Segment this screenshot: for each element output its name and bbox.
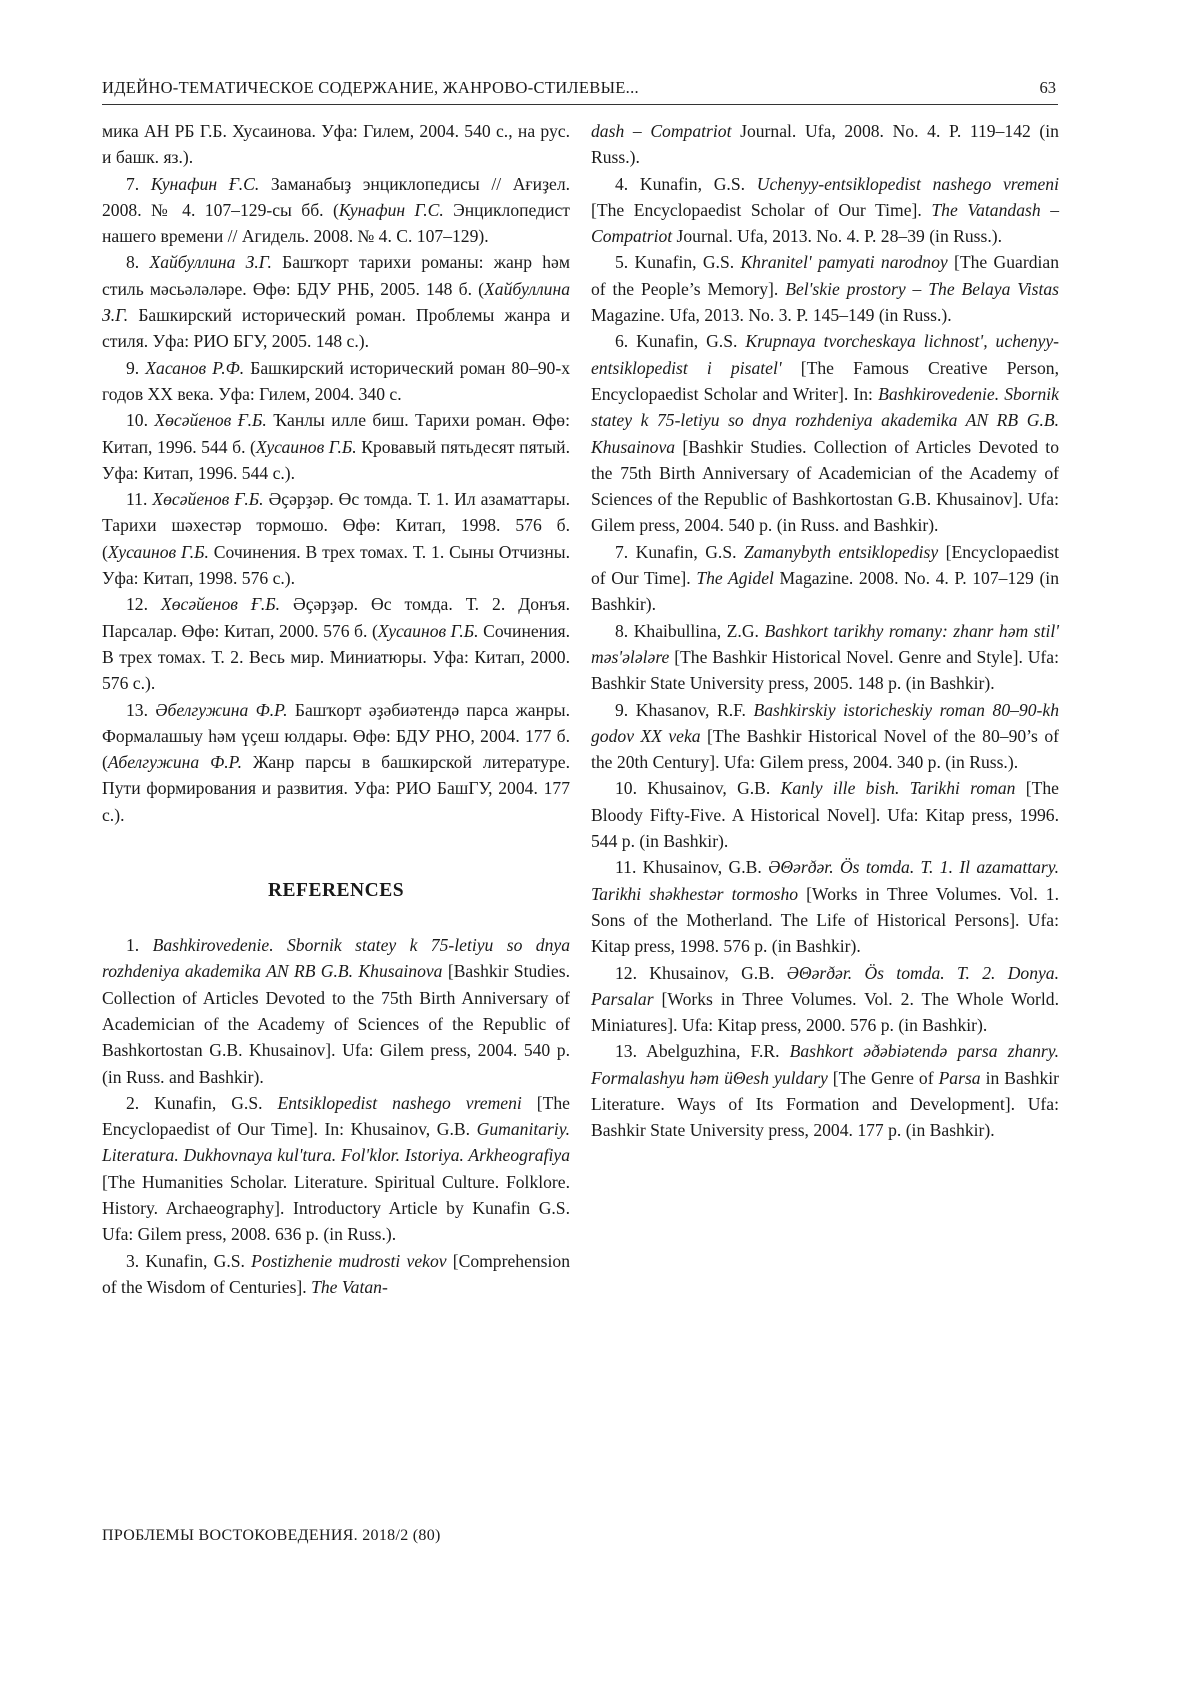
reference-title-italic: Zamanybyth entsiklopedisy <box>744 541 939 562</box>
reference-entry <box>102 355 570 408</box>
reference-entry <box>102 407 570 486</box>
reference-text: 6. Kunafin, G.S. <box>615 331 746 352</box>
reference-text: 8. <box>126 252 150 273</box>
reference-entry <box>591 960 1059 1039</box>
reference-title-italic: ƏΘərðər. Ös tomda. T. 1. Il azamattary. Tarikhi shəkhestər tormosho <box>591 857 1060 904</box>
reference-text: Ҡанлы илле биш. Тарихи роман. Өфө: Китап, 1996. 544 б. ( <box>102 410 570 457</box>
reference-entry <box>591 854 1059 959</box>
reference-entry <box>591 1038 1059 1143</box>
reference-text: Сочинения. В трех томах. Т. 2. Весь мир. Миниатюры. Уфа: Китап, 2000. 576 с.). <box>102 620 570 694</box>
reference-text: [Bashkir Studies. Collection of Articles Devoted to the 75th Birth Anniversary of Academician of the Academy of Sciences of the Republic of Bashkortostan G.B. Khusainov]. Ufa: Gilem press, 2004. 540 p. (in Russ. and Bashkir). <box>102 961 570 1087</box>
reference-entry <box>102 118 570 171</box>
reference-text: [Works in Three Volumes. Vol. 2. The Whole World. Miniatures]. Ufa: Kitap press, 2000. 576 p. (in Bashkir). <box>591 988 1059 1036</box>
reference-text: Әҫәрҙәр. Өс томда. Т. 1. Ил азаматтары. Тарихи шәхестәр тормошо. Өфө: Китап, 1998. 576 б. ( <box>102 489 570 562</box>
reference-text: 10. Khusainov, G.B. <box>615 778 781 799</box>
reference-text: [The Bloody Fifty-Five. A Historical Novel]. Ufa: Kitap press, 1996. 544 p. (in Bashkir). <box>591 778 1059 852</box>
reference-text: Journal. Ufa, 2013. No. 4. P. 28–39 (in Russ.). <box>672 226 1003 247</box>
reference-text: [The Guardian of the People’s Memory]. <box>591 252 1059 299</box>
references-heading: REFERENCES <box>267 880 405 902</box>
reference-text: [The Encyclopaedist of Our Time]. In: Khusainov, G.B. <box>102 1092 570 1140</box>
reference-text: 13. Abelguzhina, F.R. <box>615 1041 790 1062</box>
reference-text: Сочинения. В трех томах. Т. 1. Сыны Отчизны. Уфа: Китап, 1998. 576 с.). <box>102 541 570 589</box>
reference-title-italic: Entsiklopedist nashego vremeni <box>277 1092 522 1113</box>
reference-entry <box>102 932 570 1090</box>
reference-text: 8. Khaibullina, Z.G. <box>615 620 765 641</box>
reference-title-italic: Uchenyy-entsiklopedist nashego vremeni <box>756 173 1059 194</box>
reference-title-italic: Хайбуллина З.Г. <box>149 252 272 273</box>
left-column <box>102 118 570 1300</box>
reference-entry <box>102 697 570 828</box>
right-references-list <box>591 118 1059 1144</box>
reference-title-italic: Абелгужина Ф.Р. <box>107 752 243 773</box>
reference-text: 2. Kunafin, G.S. <box>126 1092 278 1113</box>
reference-title-italic: Bashkirovedenie. Sbornik statey k 75-letiyu so dnya rozhdeniya akademika AN RB G.B. Khusainova <box>591 383 1059 457</box>
reference-entry <box>591 539 1059 618</box>
reference-text: [Bashkir Studies. Collection of Articles Devoted to the 75th Birth Anniversary of Academician of the Academy of Sciences of the Republic of Bashkortostan G.B. Khusainov]. Ufa: Gilem press, 2004. 540 p. (in Russ. and Bashkir). <box>591 436 1059 536</box>
reference-text: Заманабыҙ энциклопедисы // Ағиҙел. 2008. № 4. 107–129-сы бб. ( <box>102 173 571 220</box>
reference-title-italic: Gumanitariy. Literatura. Dukhovnaya kul'tura. Fol'klor. Istoriya. Arkheografiya <box>102 1119 570 1166</box>
reference-text: мика АН РБ Г.Б. Хусаинова. Уфа: Гилем, 2004. 540 с., на рус. и башк. яз.). <box>102 121 570 168</box>
reference-entry <box>102 486 570 591</box>
reference-title-italic: Хасанов Р.Ф. <box>145 357 245 378</box>
reference-title-italic: The Vatan- <box>311 1276 388 1297</box>
reference-text: [The Genre of <box>827 1067 939 1088</box>
reference-text: Әҫәрҙәр. Өс томда. Т. 2. Донъя. Парсалар. Өфө: Китап, 2000. 576 б. ( <box>102 594 571 641</box>
reference-text: 10. <box>126 410 155 431</box>
reference-title-italic: The Agidel <box>696 568 774 589</box>
reference-title-italic: Bashkort əðəbiətendə parsa zhanry. Formalashyu həm üΘesh yuldary <box>591 1041 1059 1088</box>
reference-title-italic: Хусаинов Г.Б. <box>107 541 209 562</box>
reference-title-italic: Bashkirovedenie. Sbornik statey k 75-letiyu so dnya rozhdeniya akademika AN RB G.B. Khusainova <box>102 935 570 982</box>
reference-title-italic: Postizhenie mudrosti vekov <box>251 1250 447 1271</box>
reference-title-italic: Кунафин Г.С. <box>338 199 444 220</box>
reference-entry <box>102 171 570 250</box>
right-column <box>591 118 1059 1144</box>
reference-title-italic: Хөсәйенов Ғ.Б. <box>152 489 264 510</box>
reference-title-italic: Хөсәйенов Ғ.Б. <box>154 410 267 431</box>
reference-text: in Bashkir Literature. Ways of Its Formation and Development]. Ufa: Bashkir State University press, 2004. 177 p. (in Bashkir). <box>591 1067 1059 1141</box>
reference-title-italic: dash – Compatriot <box>591 121 732 141</box>
reference-entry <box>591 249 1059 328</box>
reference-entry <box>591 118 1059 171</box>
reference-text: [Encyclopaedist of Our Time]. <box>591 541 1059 589</box>
reference-text: Башкирский исторический роман. Проблемы жанра и стиля. Уфа: РИО БГУ, 2005. 148 с.). <box>102 305 570 352</box>
reference-title-italic: Kanly ille bish. Tarikhi roman <box>780 778 1016 799</box>
reference-title-italic: The Vatandash – Compatriot <box>591 199 1060 247</box>
reference-text: Энциклопедист нашего времени // Агидель. 2008. № 4. С. 107–129). <box>102 199 570 247</box>
reference-title-italic: Хайбуллина З.Г. <box>102 278 570 326</box>
reference-text: 7. Kunafin, G.S. <box>615 541 745 562</box>
reference-entry <box>591 171 1059 250</box>
reference-title-italic: Хусаинов Г.Б. <box>377 620 479 641</box>
reference-text: 3. Kunafin, G.S. <box>126 1250 252 1271</box>
reference-text: [The Famous Creative Person, Encyclopaedist Scholar and Writer]. In: <box>591 357 1059 404</box>
reference-text: 1. <box>126 935 153 956</box>
reference-text: [The Bashkir Historical Novel of the 80–90’s of the 20th Century]. Ufa: Gilem press, 2004. 340 p. (in Russ.). <box>591 725 1060 773</box>
reference-entry <box>102 591 570 696</box>
reference-text: Башҡорт әҙәбиәтендә парса жанры. Формалашыу һәм үҫеш юлдары. Өфө: БДУ РНО, 2004. 177 б. ( <box>102 699 571 773</box>
reference-title-italic: Әбелгужина Ф.Р. <box>155 699 288 720</box>
reference-title-italic: Krupnaya tvorcheskaya lichnost', uchenyy-entsiklopedist i pisatel' <box>591 331 1060 378</box>
reference-text: 9. <box>126 357 146 378</box>
reference-text: 4. Kunafin, G.S. <box>615 173 757 194</box>
running-header <box>102 76 1058 105</box>
reference-entry <box>591 328 1059 538</box>
reference-text: 13. <box>126 699 156 720</box>
reference-entry <box>591 775 1059 854</box>
reference-text: 11. Khusainov, G.B. <box>615 857 769 878</box>
reference-text: Жанр парсы в башкирской литературе. Пути формирования и развития. Уфа: РИО БашГУ, 2004. 177 с.). <box>102 752 570 825</box>
reference-text: 11. <box>126 489 153 510</box>
reference-text: [The Encyclopaedist Scholar of Our Time]. <box>591 199 932 220</box>
reference-text: 12. Khusainov, G.B. <box>615 962 787 983</box>
reference-text: 7. <box>126 173 151 194</box>
reference-text: 12. <box>126 594 161 615</box>
reference-title-italic: Bashkort tarikhy romany: zhanr həm stil' məs'ələləre <box>591 620 1060 667</box>
left-bibliography <box>102 118 570 828</box>
reference-title-italic: Хусаинов Г.Б. <box>255 436 357 457</box>
reference-entry <box>591 618 1059 697</box>
reference-text: Башкирский исторический роман 80–90-х годов XX века. Уфа: Гилем, 2004. 340 с. <box>102 357 570 404</box>
references-list <box>102 932 570 1300</box>
reference-text: [The Humanities Scholar. Literature. Spiritual Culture. Folklore. History. Archaeography]. Introductory Article by Kunafin G.S. Ufa: Gilem press, 2008. 636 p. (in Russ.). <box>102 1171 570 1245</box>
reference-title-italic: Bashkirskiy istoricheskiy roman 80–90-kh godov XX veka <box>591 699 1059 746</box>
reference-text: [Works in Three Volumes. Vol. 1. Sons of the Motherland. The Life of Historical Persons]. Ufa: Kitap press, 1998. 576 p. (in Bashkir). <box>591 883 1059 957</box>
reference-entry <box>591 697 1059 776</box>
reference-title-italic: Кунафин Ғ.С. <box>150 173 260 194</box>
reference-text: Башҡорт тарихи романы: жанр һәм стиль мәсьәләләре. Өфө: БДУ РНБ, 2005. 148 б. ( <box>102 252 570 299</box>
reference-title-italic: ƏΘərðər. Ös tomda. T. 2. Donya. Parsalar <box>591 962 1059 1009</box>
reference-title-italic: Хөсәйенов Ғ.Б. <box>160 594 281 615</box>
journal-footer: ПРОБЛЕМЫ ВОСТОКОВЕДЕНИЯ. 2018/2 (80) <box>102 1527 441 1544</box>
running-title: ИДЕЙНО-ТЕМАТИЧЕСКОЕ СОДЕРЖАНИЕ, ЖАНРОВО-СТИЛЕВЫЕ... <box>102 78 639 97</box>
reference-text: [Comprehension of the Wisdom of Centuries]. <box>102 1250 571 1297</box>
reference-title-italic: Bel'skie prostory – The Belaya Vistas <box>785 278 1059 299</box>
reference-entry <box>102 1248 570 1301</box>
reference-entry <box>102 1090 570 1248</box>
page-number: 63 <box>1039 78 1056 97</box>
reference-title-italic: Parsa <box>938 1067 981 1088</box>
reference-text: 9. Khasanov, R.F. <box>615 699 754 720</box>
reference-entry <box>102 249 570 354</box>
reference-text: 5. Kunafin, G.S. <box>615 252 741 273</box>
reference-text: Кровавый пятьдесят пятый. Уфа: Китап, 1996. 544 с.). <box>102 436 570 483</box>
reference-text: Magazine. Ufa, 2013. No. 3. P. 145–149 (in Russ.). <box>591 305 952 326</box>
reference-text: [The Bashkir Historical Novel. Genre and Style]. Ufa: Bashkir State University press, 2005. 148 p. (in Bashkir). <box>591 646 1059 694</box>
reference-title-italic: Khranitel' pamyati narodnoy <box>740 252 948 273</box>
reference-text: Magazine. 2008. No. 4. P. 107–129 (in Bashkir). <box>591 568 1059 615</box>
reference-text: Journal. Ufa, 2008. No. 4. P. 119–142 (in Russ.). <box>591 121 1059 168</box>
